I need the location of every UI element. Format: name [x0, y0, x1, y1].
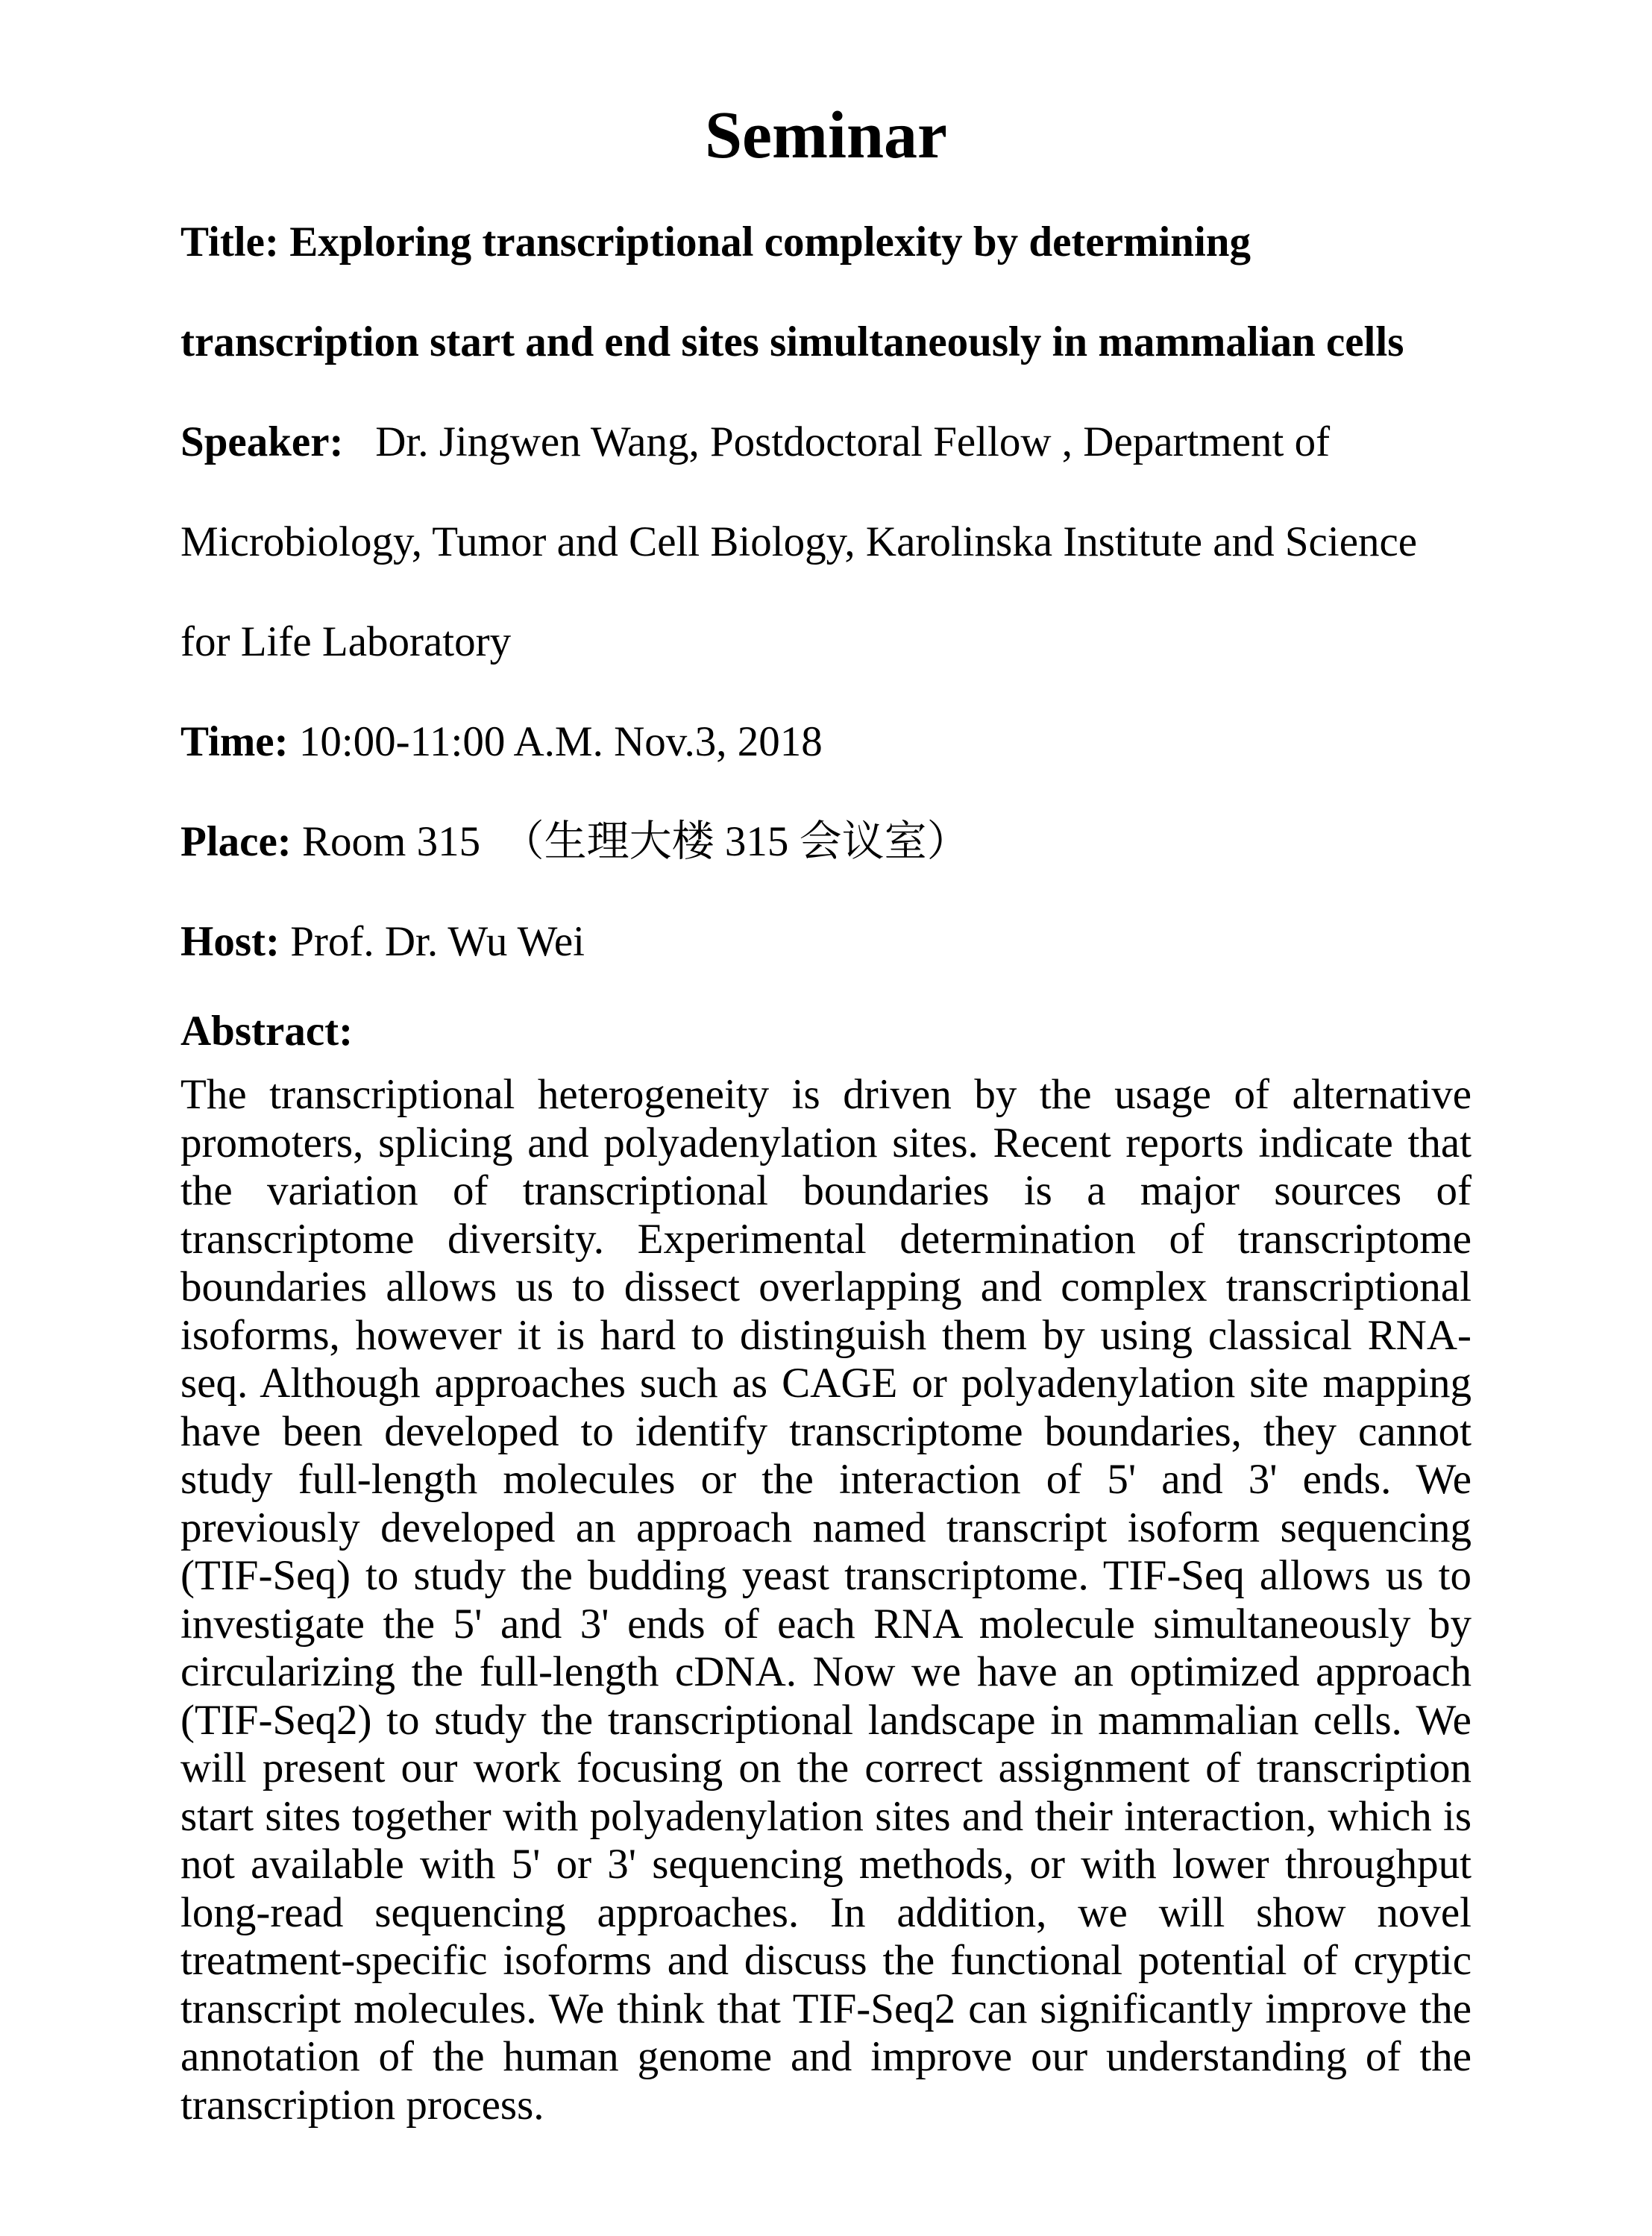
speaker-field	[180, 392, 1472, 692]
page-title: Seminar	[705, 98, 947, 172]
time-field	[180, 692, 1472, 792]
title-label: Title:	[180, 219, 279, 266]
place-label: Place:	[180, 818, 292, 865]
host-field	[180, 892, 1472, 992]
abstract-heading	[180, 992, 1472, 1071]
title-field	[180, 192, 1472, 392]
place-field	[180, 792, 1472, 892]
speaker-label: Speaker:	[180, 418, 344, 465]
abstract-text: The transcriptional heterogeneity is driven by the usage of alternative promoters, splicing and polyadenylation sites. Recent reports indicate that the variation of transcriptional boundaries is a major sources of transcriptome diversity. Experimental determination of transcriptome boundaries allows us to dissect overlapping and complex transcriptional isoforms, however it is hard to distinguish them by using classical RNA-seq. Although approaches such as CAGE or polyadenylation site mapping have been developed to identify transcriptome boundaries, they cannot study full-length molecules or the interaction of 5' and 3' ends. We previously developed an approach named transcript isoform sequencing (TIF-Seq) to study the budding yeast transcriptome. TIF-Seq allows us to investigate the 5' and 3' ends of each RNA molecule simultaneously by circularizing the full-length cDNA. Now we have an optimized approach (TIF-Seq2) to study the transcriptional landscape in mammalian cells. We will present our work focusing on the correct assignment of transcription start sites together with polyadenylation sites and their interaction, which is not available with 5' or 3' sequencing methods, or with lower throughput long-read sequencing approaches. In addition, we will show novel treatment-specific isoforms and discuss the functional potential of cryptic transcript molecules. We think that TIF-Seq2 can significantly improve the annotation of the human genome and improve our understanding of the transcription process.	[180, 1071, 1472, 2129]
time-value: 10:00-11:00 A.M. Nov.3, 2018	[288, 718, 823, 765]
host-value: Prof. Dr. Wu Wei	[279, 918, 585, 965]
place-value: Room 315 （生理大楼 315 会议室）	[291, 818, 970, 865]
time-label: Time:	[180, 718, 289, 765]
host-label: Host:	[180, 918, 280, 965]
abstract-label: Abstract:	[180, 1008, 354, 1055]
title-value: Exploring transcriptional complexity by determining transcription start and end sites simultaneously in mammalian cells	[180, 219, 1404, 365]
speaker-value: Dr. Jingwen Wang, Postdoctoral Fellow , Department of Microbiology, Tumor and Cell Biology, Karolinska Institute and Science for Life Laboratory	[180, 418, 1428, 665]
